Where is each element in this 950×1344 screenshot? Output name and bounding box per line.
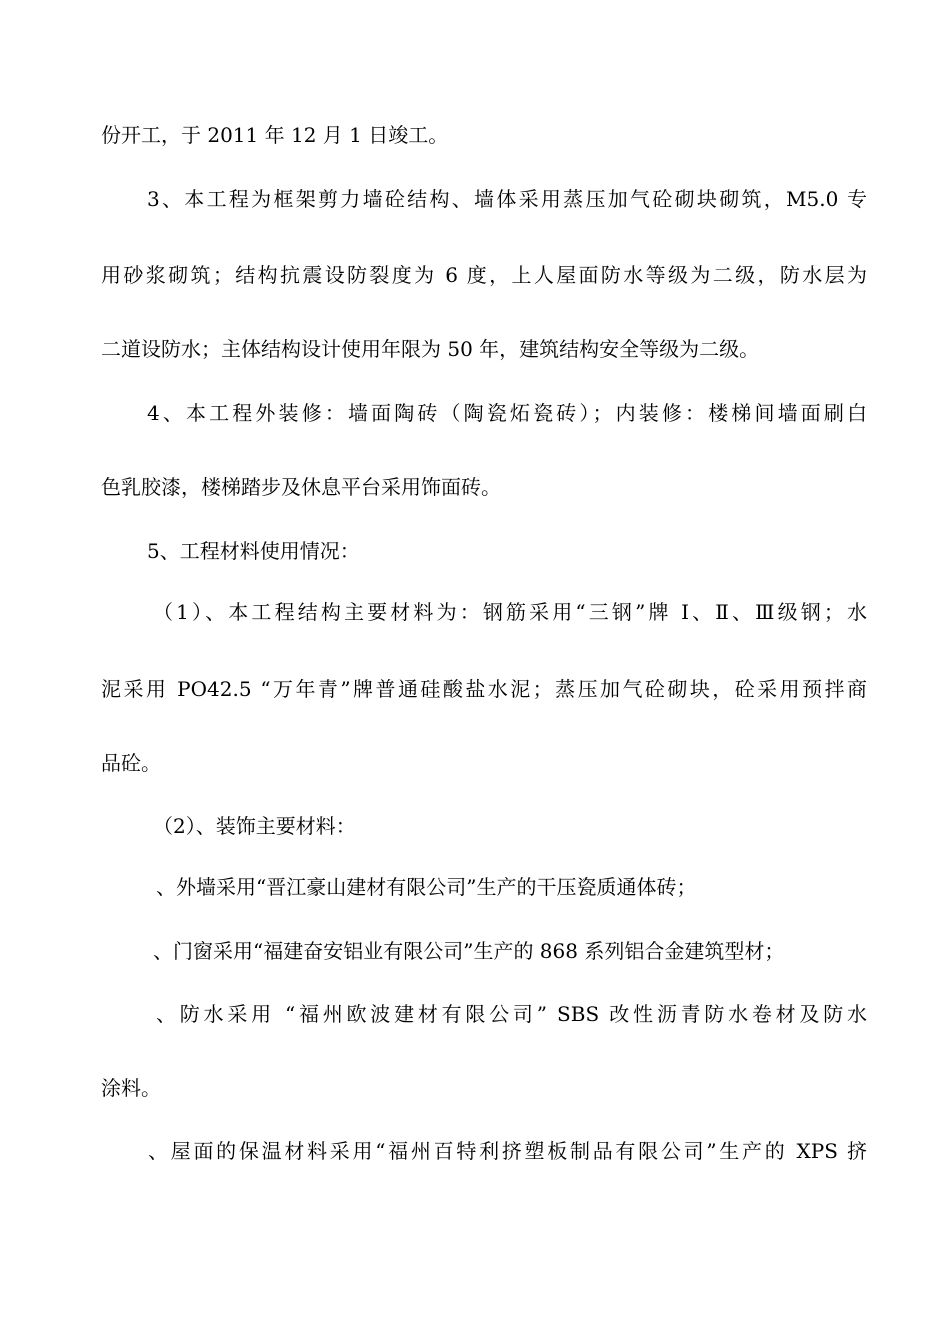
text-line: （2）、装饰主要材料：	[153, 814, 356, 838]
text-line: 色乳胶漆，楼梯踏步及休息平台采用饰面砖。	[101, 475, 501, 499]
text-line: 品砼。	[101, 751, 161, 775]
text-line: 5、工程材料使用情况：	[147, 539, 360, 563]
text-line: 3、本工程为框架剪力墙砼结构、墙体采用蒸压加气砼砌块砌筑，M5.0 专	[147, 187, 867, 211]
text-line: 、外墙采用“晋江豪山建材有限公司”生产的干压瓷质通体砖；	[156, 875, 697, 899]
text-line: 、防水采用 “福州欧波建材有限公司” SBS 改性沥青防水卷材及防水	[156, 1002, 867, 1026]
text-line: 、门窗采用“福建奋安铝业有限公司”生产的 868 系列铝合金建筑型材；	[153, 939, 785, 963]
text-line: 二道设防水；主体结构设计使用年限为 50 年，建筑结构安全等级为二级。	[101, 337, 760, 361]
text-line: 4、本工程外装修：墙面陶砖（陶瓷炻瓷砖）；内装修：楼梯间墙面刷白	[147, 401, 867, 425]
text-line: 用砂浆砌筑；结构抗震设防裂度为 6 度，上人屋面防水等级为二级，防水层为	[101, 263, 867, 287]
text-line: 份开工，于 2011 年 12 月 1 日竣工。	[101, 123, 449, 147]
text-line: 、屋面的保温材料采用“福州百特利挤塑板制品有限公司”生产的 XPS 挤	[148, 1139, 867, 1163]
text-line: （1）、本工程结构主要材料为：钢筋采用“三钢”牌 I、Ⅱ、Ⅲ级钢；水	[153, 600, 867, 624]
text-line: 涂料。	[101, 1076, 161, 1100]
text-line: 泥采用 PO42.5 “万年青”牌普通硅酸盐水泥；蒸压加气砼砌块，砼采用预拌商	[101, 677, 867, 701]
